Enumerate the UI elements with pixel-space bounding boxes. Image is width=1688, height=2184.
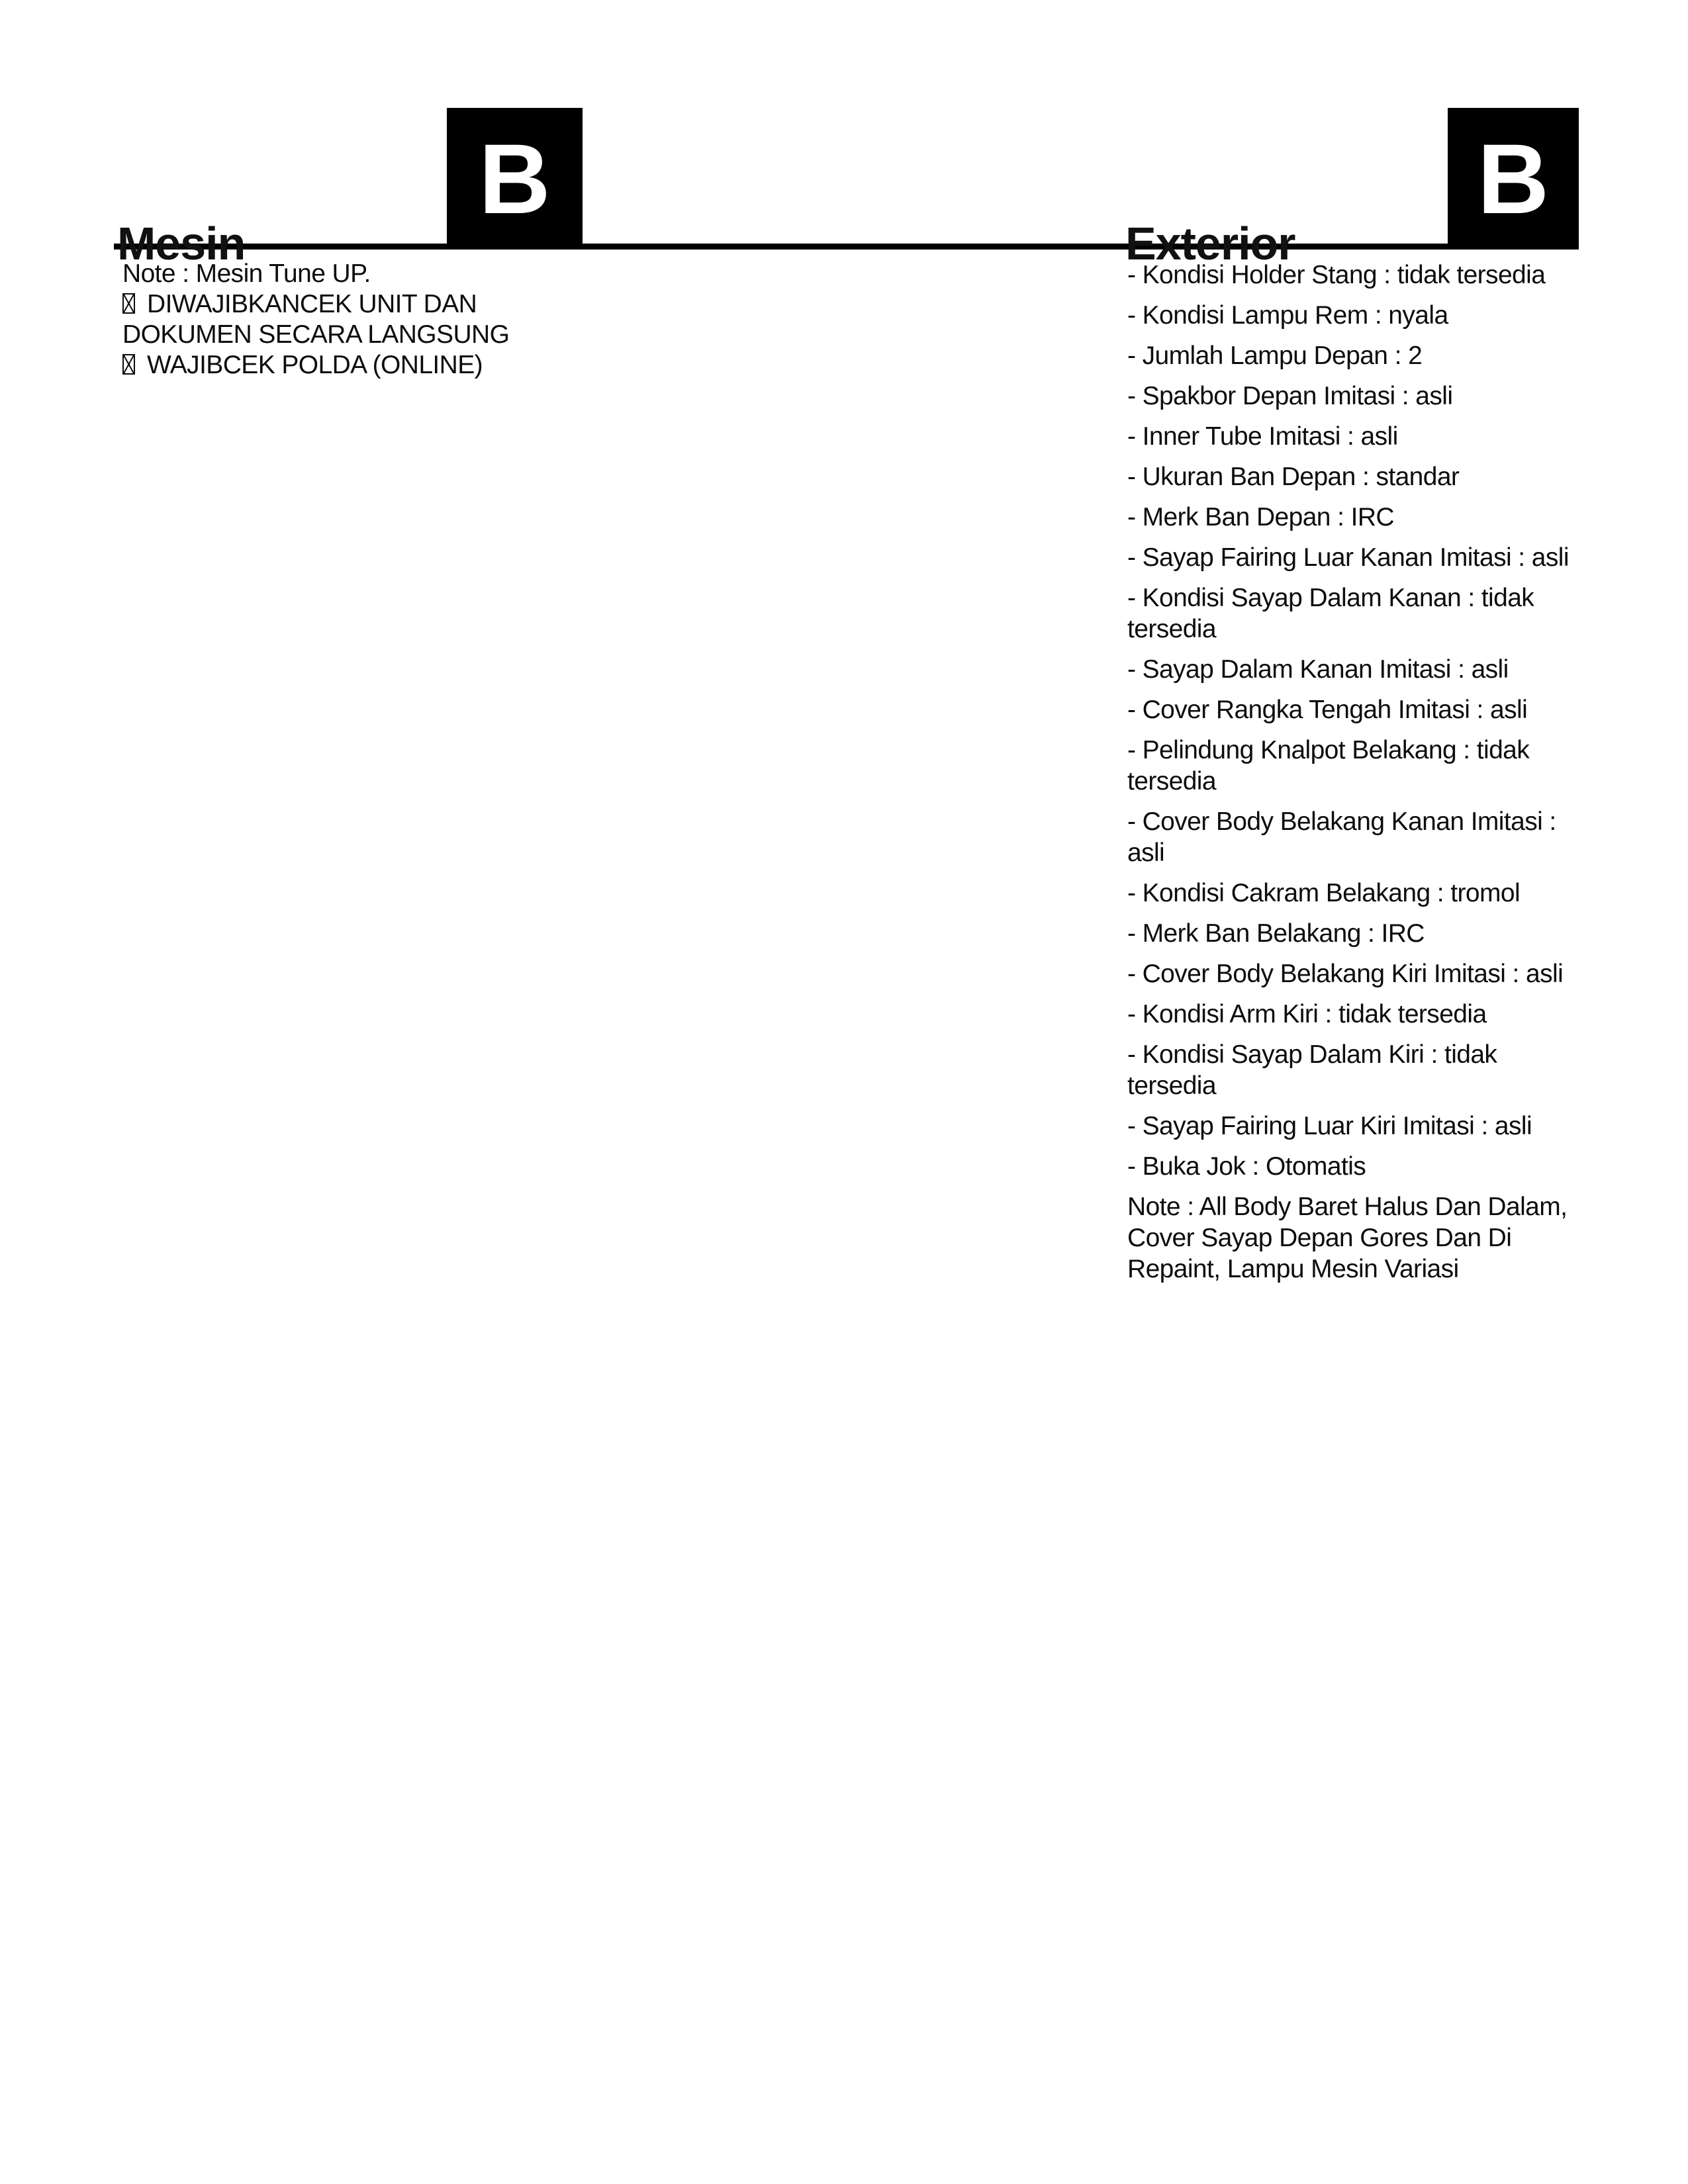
exterior-item: - Jumlah Lampu Depan : 2	[1127, 341, 1423, 370]
mesin-notes	[122, 259, 573, 381]
exterior-item: - Cover Body Belakang Kiri Imitasi : asli	[1127, 960, 1564, 988]
mesin-note-text: Note : Mesin Tune UP.	[122, 259, 371, 288]
exterior-item: - Pelindung Knalpot Belakang : tidak tersedia	[1127, 736, 1530, 796]
mesin-note-line	[122, 259, 573, 289]
missing-glyph-icon	[122, 354, 135, 375]
section-title-mesin: Mesin	[117, 218, 246, 270]
exterior-item: - Cover Body Belakang Kanan Imitasi : asli	[1127, 807, 1556, 867]
exterior-item: - Kondisi Sayap Dalam Kanan : tidak tersedia	[1127, 584, 1534, 643]
exterior-item: - Kondisi Lampu Rem : nyala	[1127, 301, 1448, 330]
exterior-checklist	[1127, 259, 1577, 1294]
mesin-check-line-2	[122, 350, 573, 381]
exterior-grade-letter: B	[1477, 123, 1550, 234]
mesin-check-text-1: DIWAJIBKANCEK UNIT DAN DOKUMEN SECARA LANGSUNG	[122, 290, 510, 349]
mesin-grade-badge	[447, 108, 583, 250]
exterior-item: - Cover Rangka Tengah Imitasi : asli	[1127, 696, 1528, 724]
exterior-item: - Ukuran Ban Depan : standar	[1127, 463, 1460, 491]
mesin-grade-letter: B	[479, 123, 551, 234]
exterior-item: - Merk Ban Belakang : IRC	[1127, 919, 1425, 948]
exterior-note: Note : All Body Baret Halus Dan Dalam, Cover Sayap Depan Gores Dan Di Repaint, Lampu Mesin Variasi	[1127, 1193, 1568, 1283]
exterior-item: - Sayap Fairing Luar Kiri Imitasi : asli	[1127, 1112, 1532, 1140]
mesin-check-text-2: WAJIBCEK POLDA (ONLINE)	[147, 351, 483, 379]
exterior-item: - Sayap Dalam Kanan Imitasi : asli	[1127, 655, 1509, 684]
missing-glyph-icon	[122, 293, 135, 314]
exterior-grade-badge	[1448, 108, 1579, 250]
exterior-item: - Sayap Fairing Luar Kanan Imitasi : asli	[1127, 543, 1569, 572]
exterior-item: - Merk Ban Depan : IRC	[1127, 503, 1394, 531]
exterior-item: - Spakbor Depan Imitasi : asli	[1127, 382, 1453, 410]
mesin-check-line-1	[122, 289, 573, 350]
exterior-item: - Kondisi Arm Kiri : tidak tersedia	[1127, 1000, 1487, 1028]
exterior-item: - Buka Jok : Otomatis	[1127, 1152, 1366, 1181]
header-underline	[114, 244, 1579, 250]
section-title-exterior: Exterior	[1125, 218, 1295, 270]
exterior-item: - Kondisi Sayap Dalam Kiri : tidak tersedia	[1127, 1040, 1497, 1100]
exterior-item: - Inner Tube Imitasi : asli	[1127, 422, 1398, 451]
exterior-item: - Kondisi Holder Stang : tidak tersedia	[1127, 261, 1546, 289]
exterior-item: - Kondisi Cakram Belakang : tromol	[1127, 879, 1521, 907]
